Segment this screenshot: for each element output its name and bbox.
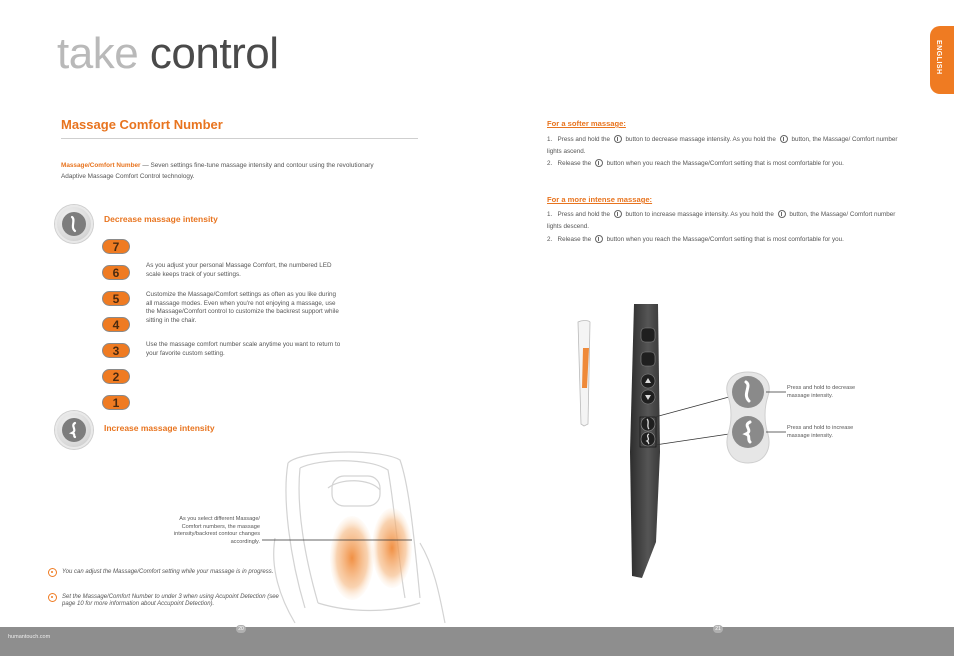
footer-url[interactable]: humantouch.com <box>8 634 51 640</box>
page-number-left: 20 <box>236 625 246 633</box>
paragraph-1: As you adjust your personal Massage Comfort, the numbered LED scale keeps track of your settings. <box>146 262 332 278</box>
decrease-icon <box>595 159 603 167</box>
decrease-icon <box>614 135 622 143</box>
chair-callout-line <box>262 532 412 542</box>
note-bullet-icon <box>48 568 57 577</box>
increase-wave-icon <box>67 421 81 439</box>
callout-decrease: Press and hold to decrease massage intensity. <box>787 385 856 399</box>
page-title: take control <box>57 29 279 78</box>
note-bullet-icon <box>48 593 57 602</box>
increase-icon <box>778 210 786 218</box>
softer-step-1: 1. Press and hold the button to decrease massage intensity. As you hold the button, the Massage/ Comfort number lights ascend. <box>547 136 898 155</box>
scale-1: 1 <box>102 395 130 410</box>
decrease-label: Decrease massage intensity <box>104 214 218 224</box>
increase-label: Increase massage intensity <box>104 423 215 433</box>
callout-increase: Press and hold to increase massage intensity. <box>787 425 854 439</box>
page-number-right: 21 <box>713 625 723 633</box>
scale-4: 4 <box>102 317 130 332</box>
scale-7: 7 <box>102 239 130 254</box>
scale-6: 6 <box>102 265 130 280</box>
softer-step-2: 2. Release the button when you reach the Massage/Comfort setting that is most comfortable for you. <box>547 160 844 167</box>
language-tab[interactable]: ENGLISH <box>930 26 954 94</box>
decrease-button-icon <box>55 205 93 243</box>
glow-right <box>372 508 412 588</box>
scale-2: 2 <box>102 369 130 384</box>
scale-5: 5 <box>102 291 130 306</box>
zoom-callout-lines <box>766 388 788 438</box>
decrease-wave-icon <box>67 215 81 233</box>
intro-text: Massage/Comfort Number — Seven settings fine-tune massage intensity and contour using the revolutionary Adaptive Massage Comfort Control technology. <box>61 162 374 180</box>
increase-button-icon <box>55 411 93 449</box>
softer-heading: For a softer massage: <box>547 119 626 128</box>
chair-callout: As you select different Massage/ Comfort numbers, the massage intensity/backrest contour changes accordingly. <box>173 516 260 545</box>
paragraph-2: Customize the Massage/Comfort settings as often as you like during all massage modes. Even when you're not enjoying a massage, use the Massage/Comfort control to customize the backrest support while sitting in the chair. <box>146 291 339 324</box>
scale-3: 3 <box>102 343 130 358</box>
remote-side-view <box>574 318 596 428</box>
divider <box>61 138 418 139</box>
glow-left <box>330 516 374 600</box>
increase-icon <box>614 210 622 218</box>
decrease-icon <box>780 135 788 143</box>
intense-heading: For a more intense massage: <box>547 195 653 204</box>
section-title: Massage Comfort Number <box>61 117 223 132</box>
increase-icon <box>595 235 603 243</box>
note-1: You can adjust the Massage/Comfort setting while your massage is in progress. <box>62 569 274 575</box>
footer-bar <box>0 627 954 656</box>
intense-step-1: 1. Press and hold the button to increase massage intensity. As you hold the button, the Massage/ Comfort number lights descend. <box>547 211 896 230</box>
note-2: Set the Massage/Comfort Number to under 3 when using Acupoint Detection (see page 10 for more information about Accupoint Detection). <box>62 594 279 608</box>
intense-step-2: 2. Release the button when you reach the Massage/Comfort setting that is most comfortable for you. <box>547 236 844 243</box>
paragraph-3: Use the massage comfort number scale anytime you want to return to your favorite custom setting. <box>146 341 341 357</box>
